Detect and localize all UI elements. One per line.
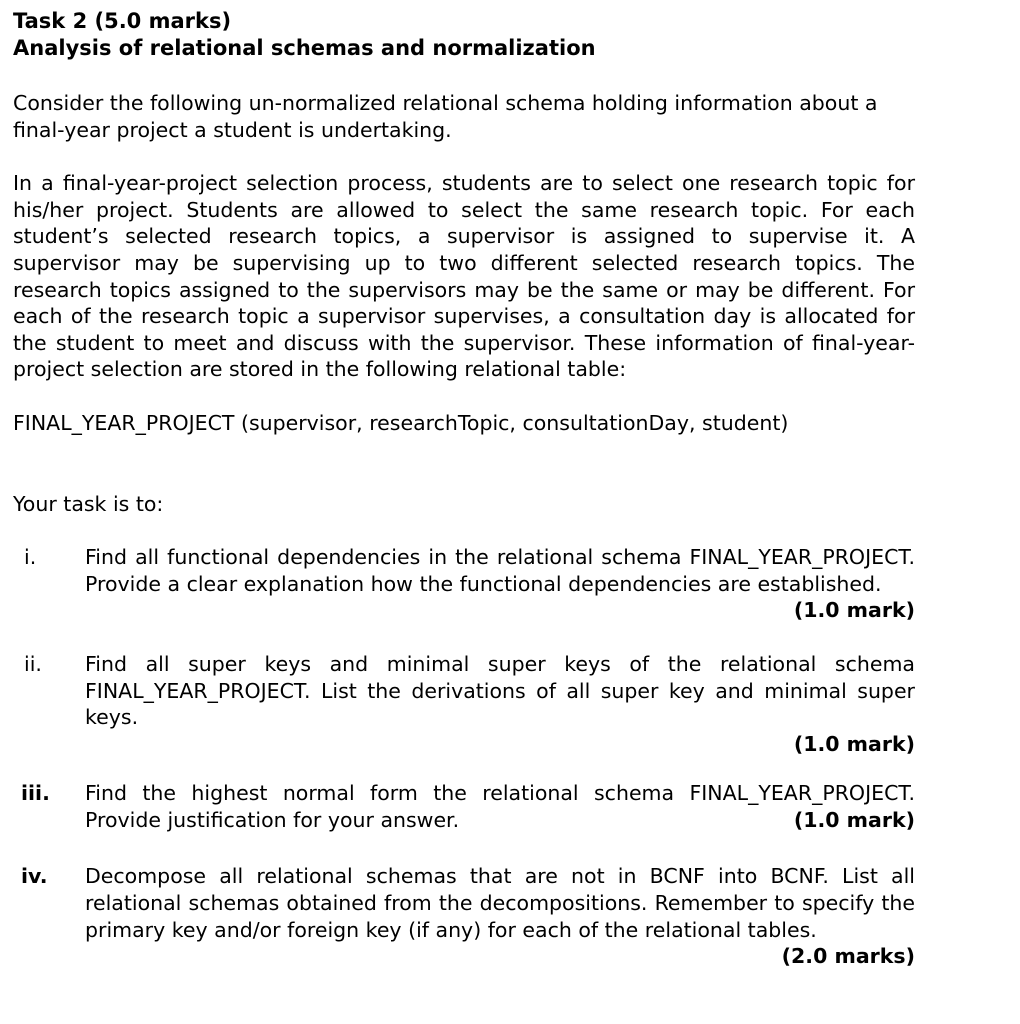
task-text: Decompose all relational schemas that are not in BCNF into BCNF. List all relational schemas obtained from the decompositions. Remember to specify the primary key and/or foreign key (if any) for each of the relational tables.: [85, 864, 915, 942]
task-number: iii.: [21, 781, 50, 806]
task-marks: (1.0 mark): [793, 731, 915, 756]
task-number: ii.: [24, 651, 42, 676]
scenario-paragraph: In a final-year-project selection process, students are to select one research topic for his/her project. Students are allowed to select the same research topic. For each student’s selected research topics, a supervisor is assigned to supervise it. A supervisor may be supervising up to two different selected research topics. The research topics assigned to the supervisors may be the same or may be different. For each of the research topic a supervisor supervises, a consultation day is allocated for the student to meet and discuss with the supervisor. These information of final-year- project selection are stored in the following relational table:: [13, 171, 915, 382]
task-intro: Your task is to:: [13, 491, 164, 516]
relational-schema: FINAL_YEAR_PROJECT (supervisor, researchTopic, consultationDay, student): [13, 410, 789, 435]
section-subtitle: Analysis of relational schemas and normalization: [13, 36, 596, 60]
task-item-iii: [13, 780, 915, 833]
task-number: iv.: [21, 864, 48, 889]
task-text: Find all functional dependencies in the relational schema FINAL_YEAR_PROJECT. Provide a clear explanation how the functional dependencies are established.: [85, 545, 915, 596]
task-marks: (1.0 mark): [793, 598, 915, 623]
task-text: Find all super keys and minimal super keys of the relational schema FINAL_YEAR_PROJECT. List the derivations of all super key and minimal super keys.: [85, 651, 915, 730]
intro-paragraph: Consider the following un-normalized relational schema holding information about a final-year project a student is undertaking.: [13, 91, 878, 142]
task-text: Find the highest normal form the relational schema FINAL_YEAR_PROJECT. Provide justification for your answer.: [85, 781, 915, 832]
task-title: Task 2 (5.0 marks): [13, 9, 232, 33]
task-number: i.: [24, 545, 37, 570]
task-item-ii: [13, 651, 915, 757]
task-marks: (1.0 mark): [793, 807, 915, 832]
task-item-iv: [13, 863, 915, 969]
task-item-i: [13, 544, 915, 624]
document-page: [13, 8, 915, 970]
task-marks: (2.0 marks): [781, 944, 915, 969]
